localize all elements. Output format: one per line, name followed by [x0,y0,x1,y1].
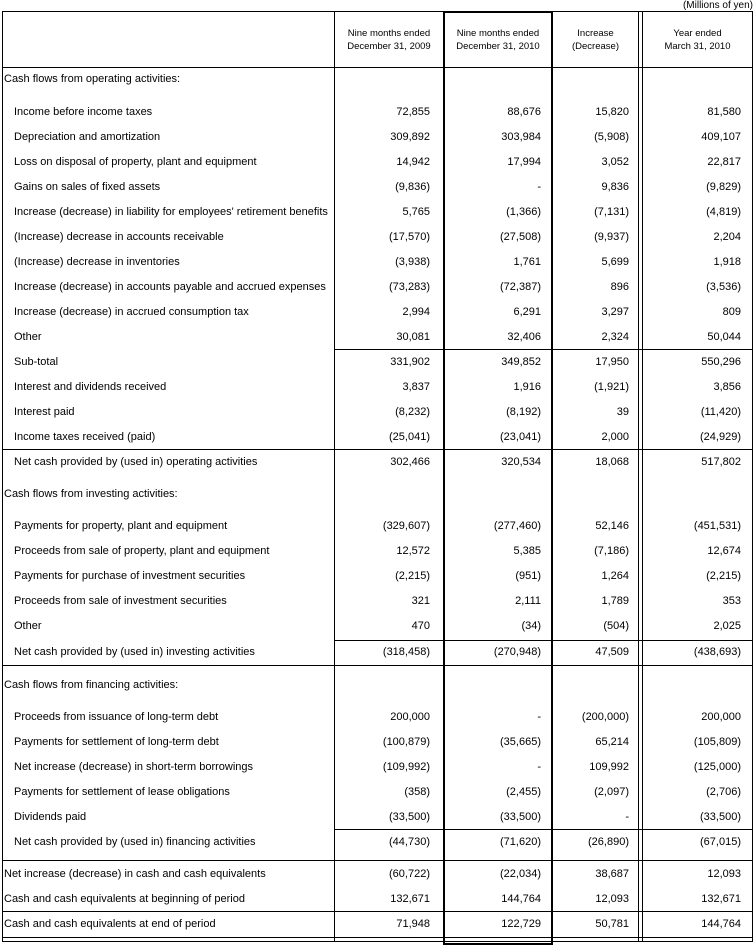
value-cell: (23,041) [500,431,541,443]
value-cell: 18,068 [595,456,629,468]
value-cell: 331,902 [390,356,430,368]
value-cell [643,673,741,698]
value-cell: 2,111 [515,595,541,607]
value-cell: (1,921) [594,381,629,393]
value-cell: 17,950 [595,356,629,368]
table-row [0,539,755,564]
value-cell: 409,107 [701,131,741,143]
value-cell: 71,948 [396,918,430,930]
value-cell: (71,620) [500,836,541,848]
value-cell: 22,817 [707,156,741,168]
value-cell: 2,000 [601,431,629,443]
row-label: Cash flows from operating activities: [4,73,181,85]
table-row [0,250,755,275]
value-cell: (318,458) [382,646,430,658]
value-cell: (7,186) [594,545,629,557]
value-cell: 302,466 [390,456,430,468]
value-cell [443,482,541,507]
value-cell: (100,879) [382,736,430,748]
value-cell: 122,729 [501,918,541,930]
value-cell: 1,918 [713,256,741,268]
value-cell: 50,044 [707,331,741,343]
value-cell: 349,852 [501,356,541,368]
value-cell: (358) [404,786,430,798]
table-row [0,912,755,937]
row-label: Net cash provided by (used in) operating activities [14,456,258,468]
value-cell: (504) [603,620,629,632]
table-row [0,425,755,450]
row-label: (Increase) decrease in inventories [14,256,180,268]
value-cell: (951) [515,570,541,582]
table-row [0,375,755,400]
table-row [0,640,755,665]
value-cell: (17,570) [389,231,430,243]
value-cell: (11,420) [700,406,741,418]
value-cell: (277,460) [493,520,541,532]
value-cell: 303,984 [501,131,541,143]
value-cell: (8,192) [506,406,541,418]
value-cell: (33,500) [389,811,430,823]
value-cell: (2,455) [506,786,541,798]
value-cell: 2,025 [713,620,741,632]
value-cell: (270,948) [493,646,541,658]
value-cell: 32,406 [507,331,541,343]
value-cell: (200,000) [581,711,629,723]
value-cell [334,482,430,507]
value-cell: 6,291 [513,306,541,318]
table-row [0,614,755,639]
row-label: Net cash provided by (used in) investing activities [14,646,255,658]
value-cell: (9,937) [594,231,629,243]
value-cell: 132,671 [701,893,741,905]
value-cell: (26,890) [588,836,629,848]
value-cell [553,482,629,507]
value-cell: (67,015) [700,836,741,848]
value-cell: 1,761 [513,256,541,268]
value-cell [643,482,741,507]
table-row [0,514,755,539]
table-row [0,150,755,175]
value-cell: (2,215) [706,570,741,582]
table-row [0,673,755,698]
value-cell: (2,215) [395,570,430,582]
row-label: Cash and cash equivalents at beginning of period [4,893,245,905]
row-label: Dividends paid [14,811,87,823]
value-cell: 309,892 [390,131,430,143]
row-label: Income before income taxes [14,106,153,118]
row-label: Other [14,331,42,343]
value-cell: - [537,711,541,723]
value-cell: (24,929) [700,431,741,443]
value-cell: 1,916 [513,381,541,393]
value-cell [553,673,629,698]
value-cell: 320,534 [501,456,541,468]
value-cell [334,673,430,698]
row-label: Increase (decrease) in liability for employees' retirement benefits [14,206,328,218]
value-cell: 5,699 [601,256,629,268]
row-label: Income taxes received (paid) [14,431,156,443]
value-cell: 3,297 [601,306,629,318]
value-cell: 30,081 [396,331,430,343]
value-cell: - [537,761,541,773]
row-label: Cash and cash equivalents at end of period [4,918,216,930]
value-cell: 2,324 [601,331,629,343]
value-cell: 132,671 [390,893,430,905]
table-row [0,564,755,589]
value-cell: (1,366) [506,206,541,218]
value-cell: 2,994 [402,306,430,318]
value-cell [553,67,629,92]
value-cell [443,67,541,92]
value-cell: (7,131) [594,206,629,218]
value-cell: (73,283) [389,281,430,293]
row-label: (Increase) decrease in accounts receivable [14,231,224,243]
value-cell: (2,097) [594,786,629,798]
value-cell: 1,264 [601,570,629,582]
value-cell: (34) [521,620,541,632]
row-label: Proceeds from sale of property, plant and equipment [14,545,270,557]
value-cell: 47,509 [595,646,629,658]
row-label: Increase (decrease) in accrued consumption tax [14,306,249,318]
table-row [0,730,755,755]
value-cell: (33,500) [700,811,741,823]
table-row [0,67,755,92]
row-label: Loss on disposal of property, plant and equipment [14,156,257,168]
value-cell: 72,855 [396,106,430,118]
value-cell: 2,204 [713,231,741,243]
table-row [0,450,755,475]
value-cell: 470 [411,620,430,632]
value-cell: (9,836) [395,181,430,193]
value-cell: 3,856 [713,381,741,393]
value-cell: 12,093 [595,893,629,905]
value-cell: 50,781 [595,918,629,930]
table-row [0,175,755,200]
header-col-2: Nine months ended December 31, 2010 [456,28,540,52]
value-cell: 144,764 [701,918,741,930]
value-cell [334,67,430,92]
value-cell: - [537,181,541,193]
value-cell: (3,536) [706,281,741,293]
table-row [0,780,755,805]
value-cell: (2,706) [706,786,741,798]
value-cell: (4,819) [706,206,741,218]
value-cell: (44,730) [389,836,430,848]
value-cell: 9,836 [601,181,629,193]
table-row [0,125,755,150]
row-label: Interest paid [14,406,75,418]
value-cell: 353 [722,595,741,607]
value-cell: 5,385 [513,545,541,557]
table-row [0,225,755,250]
value-cell: (22,034) [500,868,541,880]
row-label: Cash flows from financing activities: [4,679,179,691]
table-row [0,200,755,225]
value-cell: - [625,811,629,823]
table-row [0,350,755,375]
value-cell [443,673,541,698]
value-cell: 200,000 [390,711,430,723]
header-col-4: Year ended March 31, 2010 [664,28,731,52]
table-row [0,755,755,780]
value-cell: (35,665) [500,736,541,748]
value-cell: (5,908) [594,131,629,143]
row-label: Interest and dividends received [14,381,167,393]
value-cell: (9,829) [706,181,741,193]
value-cell: 14,942 [396,156,430,168]
table-row [0,300,755,325]
row-label: Sub-total [14,356,59,368]
value-cell: 12,093 [707,868,741,880]
row-label: Proceeds from issuance of long-term debt [14,711,219,723]
row-label: Gains on sales of fixed assets [14,181,161,193]
value-cell: 39 [616,406,629,418]
value-cell: 12,572 [396,545,430,557]
value-cell: (125,000) [693,761,741,773]
value-cell: 809 [722,306,741,318]
value-cell: (27,508) [500,231,541,243]
row-label: Increase (decrease) in accounts payable and accrued expenses [14,281,326,293]
table-row [0,100,755,125]
value-cell: 81,580 [707,106,741,118]
value-cell: 321 [411,595,430,607]
value-cell: (438,693) [693,646,741,658]
value-cell: 15,820 [595,106,629,118]
value-cell: (3,938) [395,256,430,268]
value-cell: (60,722) [389,868,430,880]
value-cell: 5,765 [402,206,430,218]
row-label: Payments for purchase of investment securities [14,570,246,582]
value-cell: (329,607) [382,520,430,532]
row-label: Net increase (decrease) in cash and cash equivalents [4,868,266,880]
table-row [0,830,755,855]
row-label: Net increase (decrease) in short-term borrowings [14,761,254,773]
row-label: Depreciation and amortization [14,131,161,143]
value-cell: 3,837 [402,381,430,393]
value-cell: (451,531) [693,520,741,532]
row-label: Other [14,620,42,632]
value-cell: 17,994 [507,156,541,168]
value-cell: 38,687 [595,868,629,880]
value-cell: 1,789 [601,595,629,607]
value-cell: 88,676 [507,106,541,118]
table-row [0,325,755,350]
row-label: Payments for settlement of long-term debt [14,736,219,748]
table-row [0,275,755,300]
value-cell: 200,000 [701,711,741,723]
value-cell: 65,214 [595,736,629,748]
value-cell: 517,802 [701,456,741,468]
value-cell: (109,992) [382,761,430,773]
row-label: Net cash provided by (used in) financing activities [14,836,256,848]
value-cell: 109,992 [589,761,629,773]
table-row [0,589,755,614]
value-cell: 52,146 [595,520,629,532]
value-cell: 550,296 [701,356,741,368]
row-label: Payments for settlement of lease obligations [14,786,230,798]
header-col-3: Increase (Decrease) [572,28,619,52]
unit-note: (Millions of yen) [682,0,753,11]
value-cell: 896 [610,281,629,293]
value-cell: (25,041) [389,431,430,443]
table-row [0,400,755,425]
row-label: Payments for property, plant and equipment [14,520,228,532]
value-cell [643,67,741,92]
table-row [0,482,755,507]
row-label: Proceeds from sale of investment securities [14,595,227,607]
value-cell: (8,232) [395,406,430,418]
value-cell: 12,674 [707,545,741,557]
table-row [0,862,755,887]
table-row [0,805,755,830]
table-row [0,705,755,730]
value-cell: 3,052 [601,156,629,168]
value-cell: (105,809) [693,736,741,748]
value-cell: (33,500) [500,811,541,823]
row-label: Cash flows from investing activities: [4,488,178,500]
value-cell: 144,764 [501,893,541,905]
table-row [0,887,755,912]
value-cell: (72,387) [500,281,541,293]
header-col-1: Nine months ended December 31, 2009 [347,28,431,52]
